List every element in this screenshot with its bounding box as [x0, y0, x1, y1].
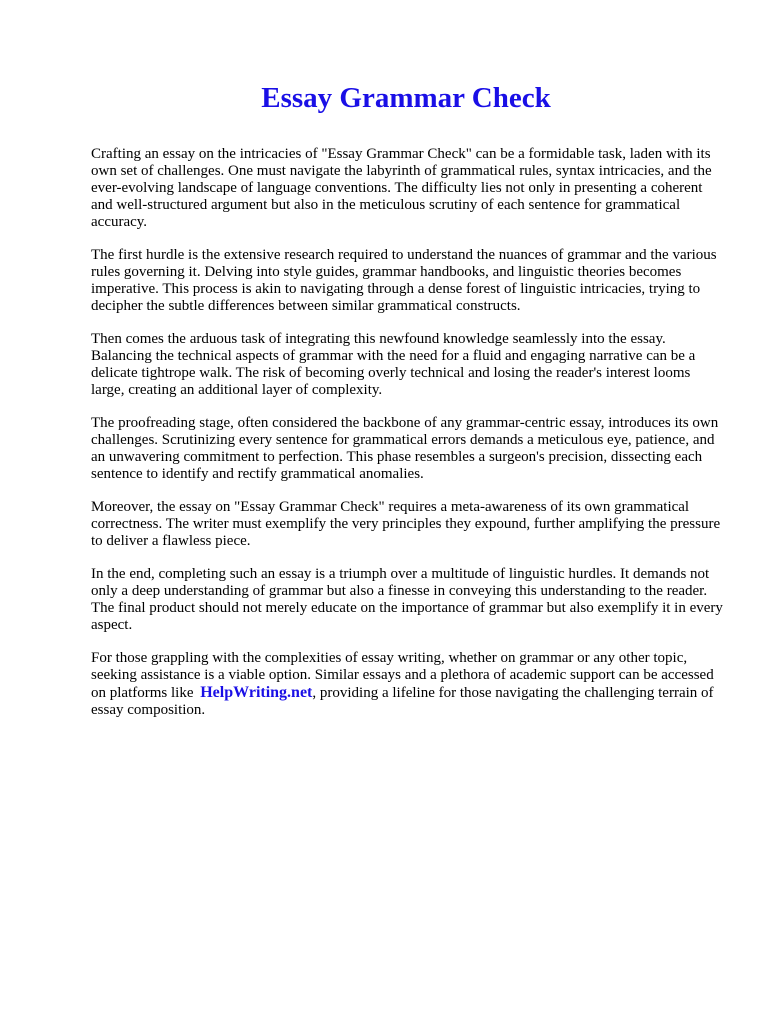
paragraph-7 [91, 650, 725, 719]
paragraph-5: Moreover, the essay on "Essay Grammar Check" requires a meta-awareness of its own grammatical correctness. The writer must exemplify the very principles they expound, further amplifying the pressure to deliver a flawless piece. [91, 499, 721, 549]
paragraph-3: Then comes the arduous task of integrating this newfound knowledge seamlessly into the essay. Balancing the technical aspects of grammar with the need for a fluid and engaging narrative can be a delicate tightrope walk. The risk of becoming overly technical and losing the reader's interest looms large, creating an additional layer of complexity. [91, 331, 696, 398]
essay-body [91, 146, 725, 735]
helpwriting-link[interactable]: HelpWriting.net [200, 684, 313, 701]
page-title: Essay Grammar Check [261, 82, 551, 114]
paragraph-2: The first hurdle is the extensive research required to understand the nuances of grammar and the various rules governing it. Delving into style guides, grammar handbooks, and linguistic theories becomes imperative. This process is akin to navigating through a dense forest of linguistic intricacies, trying to decipher the subtle differences between similar grammatical constructs. [91, 247, 717, 314]
paragraph-1: Crafting an essay on the intricacies of "Essay Grammar Check" can be a formidable task, laden with its own set of challenges. One must navigate the labyrinth of grammatical rules, syntax intricacies, and the ever-evolving landscape of language conventions. The difficulty lies not only in presenting a coherent and well-structured argument but also in the meticulous scrutiny of each sentence for grammatical accuracy. [91, 146, 712, 230]
paragraph-4: The proofreading stage, often considered the backbone of any grammar-centric essay, introduces its own challenges. Scrutinizing every sentence for grammatical errors demands a meticulous eye, patience, and an unwavering commitment to perfection. This phase resembles a surgeon's precision, dissecting each sentence to identify and rectify grammatical anomalies. [91, 415, 719, 482]
paragraph-7-tail: , providing a lifeline for those navigating the challenging terrain of essay composition. [91, 685, 714, 718]
paragraph-7-lead: For those grappling with the complexities of essay writing, whether on grammar or any other topic, seeking assistance is a viable option. Similar essays and a plethora of academic support can be accessed on platforms like [91, 650, 714, 701]
paragraph-6: In the end, completing such an essay is a triumph over a multitude of linguistic hurdles. It demands not only a deep understanding of grammar but also a finesse in conveying this understanding to the reader. The final product should not merely educate on the importance of grammar but also exemplify it in every aspect. [91, 566, 723, 633]
